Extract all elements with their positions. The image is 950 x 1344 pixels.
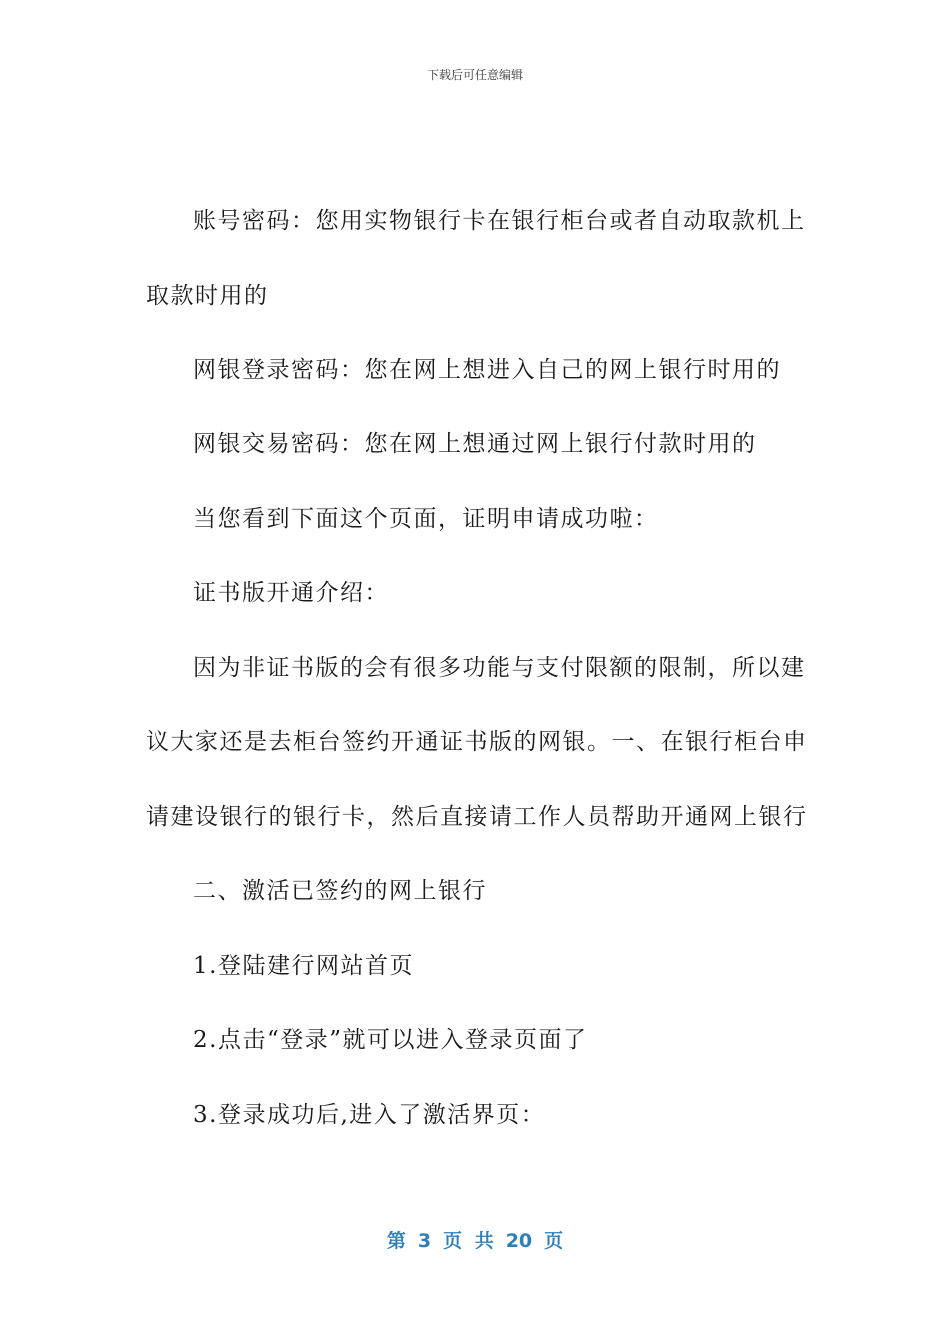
paragraph-line: 2.点击“登录”就可以进入登录页面了 <box>193 1027 588 1053</box>
paragraph-line: 证书版开通介绍： <box>193 580 389 606</box>
paragraph-line: 当您看到下面这个页面，证明申请成功啦： <box>193 506 659 532</box>
paragraph-line: 账号密码：您用实物银行卡在银行柜台或者自动取款机上 <box>193 208 806 234</box>
header-note: 下载后可任意编辑 <box>426 68 523 82</box>
paragraph-line: 二、激活已签约的网上银行 <box>193 878 487 904</box>
page-number-footer <box>0 1226 950 1253</box>
total-page-count: 20 <box>505 1230 533 1252</box>
paragraph-line: 网银登录密码：您在网上想进入自己的网上银行时用的 <box>193 357 781 383</box>
current-page-number: 3 <box>417 1230 432 1252</box>
footer-middle: 页 共 <box>443 1230 494 1252</box>
paragraph-line: 取款时用的 <box>146 283 269 309</box>
footer-suffix: 页 <box>544 1230 564 1252</box>
paragraph-line: 因为非证书版的会有很多功能与支付限额的限制，所以建 <box>193 655 806 681</box>
paragraph-line: 3.登录成功后,进入了激活界页： <box>193 1102 546 1128</box>
paragraph-line: 1.登陆建行网站首页 <box>193 953 414 979</box>
paragraph-line: 网银交易密码：您在网上想通过网上银行付款时用的 <box>193 431 757 457</box>
paragraph-line: 请建设银行的银行卡，然后直接请工作人员帮助开通网上银行 <box>146 804 808 830</box>
footer-prefix: 第 <box>386 1230 406 1252</box>
paragraph-line: 议大家还是去柜台签约开通证书版的网银。一、在银行柜台申 <box>146 729 808 755</box>
